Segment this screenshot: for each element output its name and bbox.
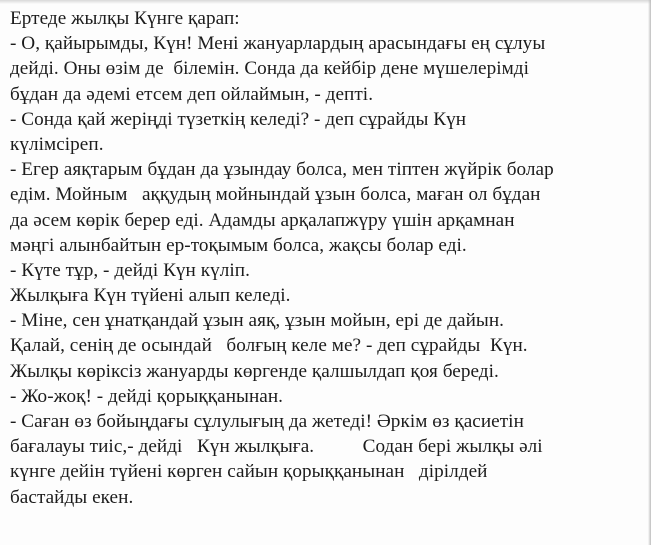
text-line: Қалай, сенің де осындай болғың келе ме? - деп сұрайды Күн.	[10, 335, 528, 357]
text-line: - Міне, сен ұнатқандай ұзын аяқ, ұзын мойын, ері де дайын.	[10, 310, 504, 332]
text-line: - Жо-жоқ! - дейді қорыққанынан.	[10, 385, 284, 407]
text-line: бағалауы тиіс,- дейді Күн жылқыға. Содан бері жылқы әлі	[10, 436, 543, 458]
text-line: - Сонда қай жеріңді түзеткің келеді? - деп сұрайды Күн	[10, 108, 467, 130]
text-line: - О, қайырымды, Күн! Мені жануарлардың арасындағы ең сұлуы	[10, 33, 546, 55]
page-top-shadow	[0, 0, 651, 4]
text-line: мәңгі алынбайтын ер-тоқымым болса, жақсы болар еді.	[10, 234, 467, 256]
text-line: бастайды екен.	[10, 486, 134, 508]
text-line: едім. Мойным аққудың мойнындай ұзын болса, маған ол бұдан	[10, 184, 541, 206]
text-line: - Күте тұр, - дейді Күн күліп.	[10, 259, 250, 281]
text-line: Ертеде жылқы Күнге қарап:	[10, 8, 240, 29]
text-line: бұдан да әдемі етсем деп ойлаймын, - депті.	[10, 83, 374, 105]
text-line: - Саған өз бойыңдағы сұлулығың да жетеді! Әркім өз қасиетін	[10, 411, 524, 432]
story-text	[10, 6, 644, 510]
text-line: күлімсіреп.	[10, 133, 104, 155]
text-line: да әсем көрік берер еді. Адамды арқалапжүру үшін арқамнан	[10, 209, 515, 231]
text-line: Жылқы көріксіз жануарды көргенде қалшылдап қоя береді.	[10, 360, 499, 382]
text-line: - Егер аяқтарым бұдан да ұзындау болса, мен тіптен жүйрік болар	[10, 159, 554, 181]
text-line: дейді. Оны өзім де білемін. Сонда да кейбір дене мүшелерімді	[10, 58, 529, 80]
text-line: Жылқыға Күн түйені алып келеді.	[10, 285, 291, 307]
text-line: күнге дейін түйені көрген сайын қорыққанынан дірілдей	[10, 461, 488, 483]
